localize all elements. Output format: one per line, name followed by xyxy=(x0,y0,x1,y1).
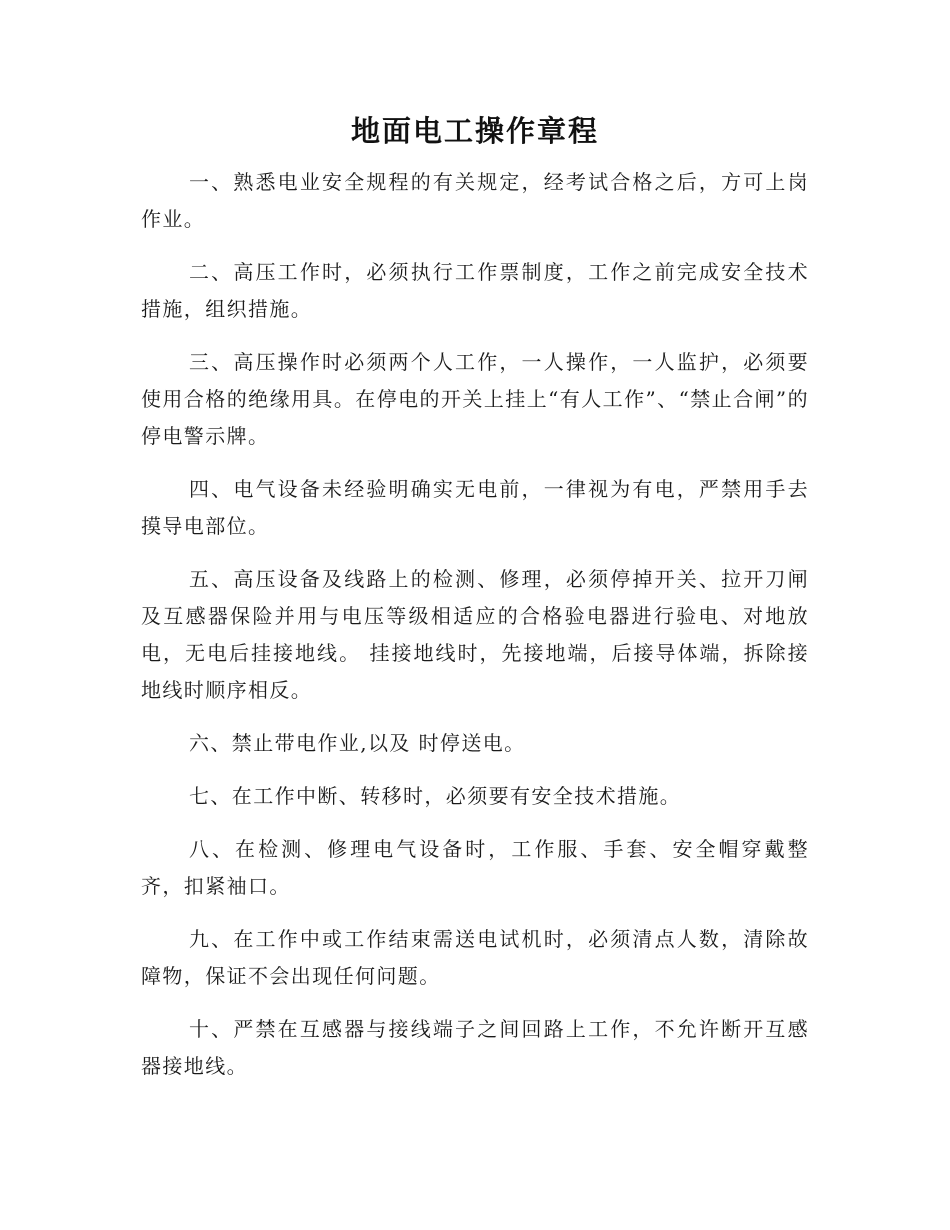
rule-paragraph-7: 七、在工作中断、转移时，必须要有安全技术措施。 xyxy=(189,784,682,808)
rule-paragraph-4: 四、电气设备未经验明确实无电前，一律视为有电，严禁用手去摸导电部位。 xyxy=(141,477,809,538)
rule-paragraph-2: 二、高压工作时，必须执行工作票制度，工作之前完成安全技术措施，组织措施。 xyxy=(141,260,809,321)
rule-paragraph-10: 十、严禁在互感器与接线端子之间回路上工作，不允许断开互感器接地线。 xyxy=(141,1017,809,1078)
rule-paragraph-6: 六、禁止带电作业,以及 时停送电。 xyxy=(189,731,526,755)
rule-paragraph-3: 三、高压操作时必须两个人工作，一人操作，一人监护，必须要使用合格的绝缘用具。在停电的开关上挂上“有人工作”、“禁止合闸”的停电警示牌。 xyxy=(141,350,809,448)
rule-paragraph-8: 八、在检测、修理电气设备时，工作服、手套、安全帽穿戴整齐，扣紧袖口。 xyxy=(141,837,809,898)
rule-paragraph-1: 一、熟悉电业安全规程的有关规定，经考试合格之后，方可上岗作业。 xyxy=(141,170,809,231)
document-body xyxy=(141,164,809,1101)
rule-paragraph-9: 九、在工作中或工作结束需送电试机时，必须清点人数，清除故障物，保证不会出现任何问题。 xyxy=(141,927,809,988)
document-title: 地面电工操作章程 xyxy=(350,114,599,148)
rule-paragraph-5: 五、高压设备及线路上的检测、修理，必须停掉开关、拉开刀闸及互感器保险并用与电压等级相适应的合格验电器进行验电、对地放电，无电后挂接地线。 挂接地线时，先接地端，后接导体端，拆除接地线时顺序相反。 xyxy=(141,567,809,702)
